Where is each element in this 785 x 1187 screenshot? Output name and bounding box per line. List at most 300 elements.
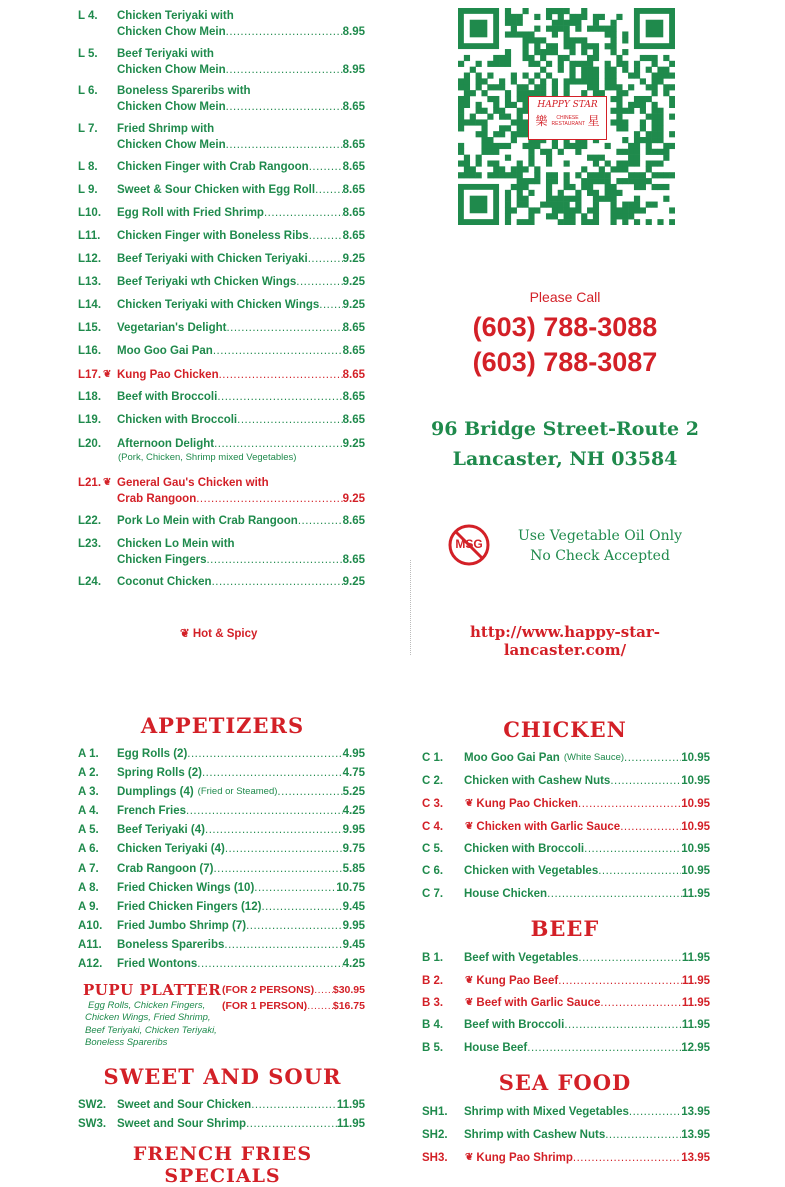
qr-module (505, 14, 511, 20)
menu-item (422, 751, 710, 765)
no-msg-icon (448, 524, 490, 566)
lunch-item-code: L 5. (78, 48, 98, 60)
qr-module (558, 219, 564, 225)
lunch-item-code: L20. (78, 438, 102, 450)
lunch-item-name: Chicken Finger with Crab Rangoon (117, 161, 309, 173)
qr-module (481, 119, 487, 125)
qr-module (517, 114, 523, 120)
qr-module (581, 143, 587, 149)
leader-dots (226, 100, 343, 114)
item-name: Shrimp with Mixed Vegetables (464, 1106, 629, 1118)
item-name: Kung Pao Beef (476, 975, 559, 987)
lunch-item-code: L24. (78, 576, 102, 588)
qr-module (523, 43, 529, 49)
qr-module (569, 49, 575, 55)
hot-spicy-legend: ❦ Hot & Spicy (180, 628, 258, 640)
qr-module (581, 213, 587, 219)
leader-dots (197, 957, 342, 971)
qr-module (657, 119, 663, 125)
item-price: 11.95 (336, 1099, 365, 1111)
qr-module (646, 160, 652, 166)
qr-module (534, 172, 540, 178)
qr-module (458, 78, 464, 84)
leader-dots (573, 1151, 681, 1165)
qr-module (610, 26, 616, 32)
qr-module (569, 78, 575, 84)
qr-module (564, 202, 570, 208)
qr-module (476, 78, 482, 84)
qr-module (523, 166, 529, 172)
item-code: A11. (78, 939, 102, 951)
qr-module (634, 207, 640, 213)
qr-module (458, 108, 464, 114)
qr-module (505, 155, 511, 161)
qr-module (505, 20, 511, 26)
qr-module (605, 172, 611, 178)
qr-module (652, 61, 658, 67)
qr-module (616, 190, 622, 196)
item-price: 10.95 (681, 775, 710, 787)
qr-module (593, 178, 599, 184)
item-price: 11.95 (681, 952, 710, 964)
qr-module (517, 31, 523, 37)
item-price: 4.25 (342, 805, 365, 817)
lunch-item-name: Beef Teriyaki wth Chicken Wings (117, 276, 297, 288)
item-name: Sweet and Sour Shrimp (117, 1118, 247, 1130)
qr-module (564, 78, 570, 84)
qr-module (622, 149, 628, 155)
qr-module (593, 160, 599, 166)
qr-module (546, 178, 552, 184)
qr-module (523, 219, 529, 225)
qr-module (634, 149, 640, 155)
qr-module (599, 178, 605, 184)
qr-module (657, 149, 663, 155)
item-code: C 5. (422, 843, 444, 855)
qr-module (640, 78, 646, 84)
qr-module (464, 155, 470, 161)
qr-module (605, 73, 611, 79)
qr-module (540, 202, 546, 208)
qr-module (558, 8, 564, 14)
leader-dots (212, 575, 343, 589)
qr-module (575, 14, 581, 20)
qr-module (634, 184, 640, 190)
item-code: SH3. (422, 1152, 448, 1164)
qr-module (605, 143, 611, 149)
qr-module (575, 37, 581, 43)
qr-module (481, 137, 487, 143)
pupu-platter-heading: PUPU PLATTER (83, 981, 222, 999)
lunch-item-code: L22. (78, 515, 102, 527)
qr-module (528, 160, 534, 166)
leader-dots (277, 785, 342, 799)
lunch-item (117, 321, 365, 335)
lunch-item-code: L14. (78, 299, 102, 311)
qr-module (564, 8, 570, 14)
qr-module (534, 61, 540, 67)
leader-dots (226, 321, 342, 335)
item-price: 13.95 (681, 1106, 710, 1118)
item-name: House Beef (464, 1042, 528, 1054)
qr-module (640, 184, 646, 190)
qr-module (552, 43, 558, 49)
qr-module (546, 202, 552, 208)
qr-module (610, 20, 616, 26)
lunch-item (117, 206, 365, 220)
leader-dots (226, 25, 343, 39)
item-price: 10.75 (336, 882, 365, 894)
qr-module (599, 26, 605, 32)
qr-module (540, 55, 546, 61)
item-price: 9.95 (342, 920, 365, 932)
qr-module (657, 184, 663, 190)
qr-module (564, 143, 570, 149)
lunch-item-name: Afternoon Delight (117, 438, 215, 450)
qr-module (622, 108, 628, 114)
leader-dots (527, 1041, 681, 1055)
lunch-item (117, 514, 365, 528)
qr-module (646, 149, 652, 155)
qr-module (569, 43, 575, 49)
qr-module (616, 213, 622, 219)
item-code: B 4. (422, 1019, 444, 1031)
qr-module (663, 172, 669, 178)
item-name: Chicken with Broccoli (464, 843, 585, 855)
leader-dots (246, 919, 343, 933)
item-code: SH1. (422, 1106, 448, 1118)
qr-module (657, 125, 663, 131)
qr-module (569, 73, 575, 79)
qr-module (470, 172, 476, 178)
qr-module (558, 26, 564, 32)
qr-module (558, 61, 564, 67)
menu-item (422, 996, 710, 1010)
qr-module (493, 160, 499, 166)
item-price: 9.45 (342, 939, 365, 951)
qr-module (528, 213, 534, 219)
qr-module (505, 49, 511, 55)
qr-module (581, 73, 587, 79)
lunch-item-code: L 4. (78, 10, 98, 22)
qr-module (517, 131, 523, 137)
menu-item (78, 862, 365, 876)
qr-module (511, 119, 517, 125)
lunch-item (117, 390, 365, 404)
pupu-desc-line: Beef Teriyaki, Chicken Teriyaki, (85, 1024, 217, 1036)
qr-module (575, 20, 581, 26)
qr-module (622, 90, 628, 96)
leader-dots (547, 887, 682, 901)
qr-module (464, 96, 470, 102)
menu-item (78, 823, 365, 837)
lunch-item-code: L13. (78, 276, 102, 288)
lunch-item (117, 553, 365, 567)
qr-module (569, 61, 575, 67)
qr-module (511, 26, 517, 32)
qr-module (517, 190, 523, 196)
leader-dots (217, 390, 342, 404)
qr-module (476, 172, 482, 178)
qr-module (663, 55, 669, 61)
phone-number-2[interactable]: (603) 788-3087 (472, 347, 658, 377)
qr-module (652, 78, 658, 84)
qr-module (616, 114, 622, 120)
qr-module (581, 61, 587, 67)
pepper-icon: ❦ (180, 628, 190, 640)
qr-module (610, 219, 616, 225)
menu-item (78, 919, 365, 933)
qr-logo-sub: CHINESE RESTAURANT (551, 114, 586, 127)
qr-module (464, 160, 470, 166)
qr-module (616, 160, 622, 166)
qr-module (476, 84, 482, 90)
qr-module (558, 196, 564, 202)
item-name: Shrimp with Cashew Nuts (464, 1129, 606, 1141)
leader-dots (224, 938, 342, 952)
qr-module (569, 20, 575, 26)
item-price: 10.95 (681, 752, 710, 764)
qr-module (587, 155, 593, 161)
item-name: Egg Rolls (2) (117, 748, 188, 760)
qr-module (499, 131, 505, 137)
qr-module (470, 20, 488, 38)
pupu-desc-line: Boneless Spareribs (85, 1036, 168, 1048)
qr-module (458, 84, 464, 90)
qr-module (481, 78, 487, 84)
phone-number-1[interactable]: (603) 788-3088 (472, 312, 658, 342)
qr-module (646, 178, 652, 184)
lunch-item-price: 8.65 (342, 161, 365, 173)
qr-module (528, 178, 534, 184)
qr-module (622, 67, 628, 73)
qr-module (610, 84, 616, 90)
qr-module (646, 219, 652, 225)
lunch-item (117, 492, 365, 506)
qr-module (593, 196, 599, 202)
qr-module (646, 55, 652, 61)
qr-module (517, 219, 523, 225)
qr-module (640, 178, 646, 184)
qr-module (634, 73, 640, 79)
qr-module (499, 55, 505, 61)
qr-module (540, 49, 546, 55)
item-code: B 3. (422, 997, 444, 1009)
qr-module (646, 143, 652, 149)
qr-module (593, 190, 599, 196)
qr-module (493, 108, 499, 114)
qr-module (646, 84, 652, 90)
qr-module (622, 178, 628, 184)
qr-module (505, 55, 511, 61)
qr-module (487, 149, 493, 155)
lunch-item (117, 252, 365, 266)
menu-item (78, 766, 365, 780)
qr-module (487, 73, 493, 79)
qr-module (546, 61, 552, 67)
lunch-item-price: 8.65 (342, 322, 365, 334)
qr-module (523, 84, 529, 90)
qr-module (634, 131, 640, 137)
menu-item (78, 881, 365, 895)
leader-dots (564, 1018, 682, 1032)
seafood-heading: SEA FOOD (498, 1070, 632, 1095)
qr-module (487, 84, 493, 90)
qr-module (511, 184, 517, 190)
qr-module (517, 125, 523, 131)
qr-module (517, 119, 523, 125)
qr-module (663, 184, 669, 190)
qr-module (458, 102, 464, 108)
lunch-item-name: Vegetarian's Delight (117, 322, 227, 334)
lunch-item-name: Chicken Fingers (117, 553, 207, 566)
qr-module (587, 207, 593, 213)
item-code: C 7. (422, 888, 444, 900)
qr-module (605, 84, 611, 90)
qr-module (481, 90, 487, 96)
qr-module (481, 108, 487, 114)
qr-module (564, 31, 570, 37)
qr-module (511, 131, 517, 137)
qr-module (599, 196, 605, 202)
qr-module (523, 31, 529, 37)
lunch-item-code: L11. (78, 230, 101, 242)
qr-module (487, 114, 493, 120)
qr-module (669, 131, 675, 137)
qr-module (622, 119, 628, 125)
qr-module (628, 178, 634, 184)
qr-module (569, 213, 575, 219)
lunch-item-price: 8.65 (342, 100, 365, 113)
item-code: SH2. (422, 1129, 448, 1141)
qr-module (587, 184, 593, 190)
qr-module (505, 114, 511, 120)
lunch-item-code: L 8. (78, 161, 98, 173)
qr-module (669, 207, 675, 213)
menu-item (422, 951, 710, 965)
qr-module (564, 184, 570, 190)
qr-module (587, 67, 593, 73)
item-note: (Fried or Steamed) (197, 786, 278, 797)
leader-dots (226, 138, 343, 152)
qr-module (505, 102, 511, 108)
qr-module (634, 202, 640, 208)
qr-module (628, 172, 634, 178)
item-code: A 2. (78, 767, 99, 779)
qr-module (652, 108, 658, 114)
qr-module (464, 55, 470, 61)
item-code: A 4. (78, 805, 99, 817)
qr-module (575, 61, 581, 67)
qr-module (511, 172, 517, 178)
qr-module (464, 102, 470, 108)
qr-module (564, 37, 570, 43)
qr-module (523, 202, 529, 208)
item-name: Beef with Vegetables (464, 952, 579, 964)
qr-module (622, 213, 628, 219)
qr-module (610, 184, 616, 190)
lunch-item (117, 160, 365, 174)
qr-module (470, 67, 476, 73)
qr-logo-char-left: 樂 (535, 114, 548, 128)
qr-module (581, 8, 587, 14)
qr-module (458, 114, 464, 120)
qr-module (634, 178, 640, 184)
qr-module (669, 61, 675, 67)
qr-module (493, 143, 499, 149)
website-link[interactable]: http://www.happy-star-lancaster.com/ (470, 623, 660, 659)
qr-module (663, 196, 669, 202)
msg-text: MSG (455, 537, 483, 551)
address-line-2: Lancaster, NH 03584 (452, 448, 678, 470)
lunch-item-code: L19. (78, 414, 102, 426)
leader-dots (205, 823, 343, 837)
qr-module (552, 207, 558, 213)
pupu-option-2: (FOR 2 PERSONS) ..... $30.95 (222, 984, 365, 996)
item-price: 13.95 (681, 1129, 710, 1141)
qr-module (587, 26, 593, 32)
lunch-item-name: Beef Teriyaki with Chicken Teriyaki (117, 253, 308, 265)
lunch-item-price: 8.65 (342, 515, 365, 527)
menu-item (422, 1018, 710, 1032)
qr-module (646, 137, 652, 143)
qr-module (610, 190, 616, 196)
menu-item (422, 1151, 710, 1165)
lunch-item-name: Beef with Broccoli (117, 391, 218, 403)
qr-module (487, 172, 493, 178)
qr-module (628, 213, 634, 219)
qr-module (628, 102, 634, 108)
qr-module (499, 108, 505, 114)
leader-dots (187, 747, 342, 761)
qr-module (552, 78, 558, 84)
leader-dots (629, 1105, 681, 1119)
chicken-heading: CHICKEN (503, 717, 627, 742)
qr-module (593, 219, 599, 225)
qr-module (640, 108, 646, 114)
qr-module (663, 143, 669, 149)
pupu-desc-line: Chicken Wings, Fried Shrimp, (85, 1012, 211, 1024)
lunch-item-name: Chicken Finger with Boneless Ribs (117, 230, 309, 242)
item-name: Kung Pao Chicken (476, 798, 578, 810)
qr-module (464, 90, 470, 96)
qr-module (481, 125, 487, 131)
menu-item (78, 900, 365, 914)
qr-module (605, 61, 611, 67)
item-price: 5.85 (342, 863, 365, 875)
item-name: Moo Goo Gai Pan (464, 752, 560, 764)
qr-module (599, 155, 605, 161)
qr-module (564, 219, 570, 225)
qr-module (640, 172, 646, 178)
lunch-item-name: Chicken Chow Mein (117, 100, 226, 113)
item-name: Boneless Spareribs (117, 939, 225, 951)
qr-module (616, 84, 622, 90)
item-price: 10.95 (681, 865, 710, 877)
qr-module (505, 96, 511, 102)
qr-module (499, 172, 505, 178)
leader-dots (196, 492, 342, 506)
lunch-item-name: Kung Pao Chicken (117, 369, 219, 381)
qr-module (470, 166, 476, 172)
item-name: Crab Rangoon (7) (117, 863, 214, 875)
qr-code[interactable] (458, 8, 675, 225)
menu-item (422, 774, 710, 788)
sweet-sour-heading: SWEET AND SOUR (103, 1064, 342, 1089)
qr-module (652, 73, 658, 79)
lunch-item-name: Sweet & Sour Chicken with Egg Roll (117, 184, 316, 196)
item-code: A 3. (78, 786, 99, 798)
